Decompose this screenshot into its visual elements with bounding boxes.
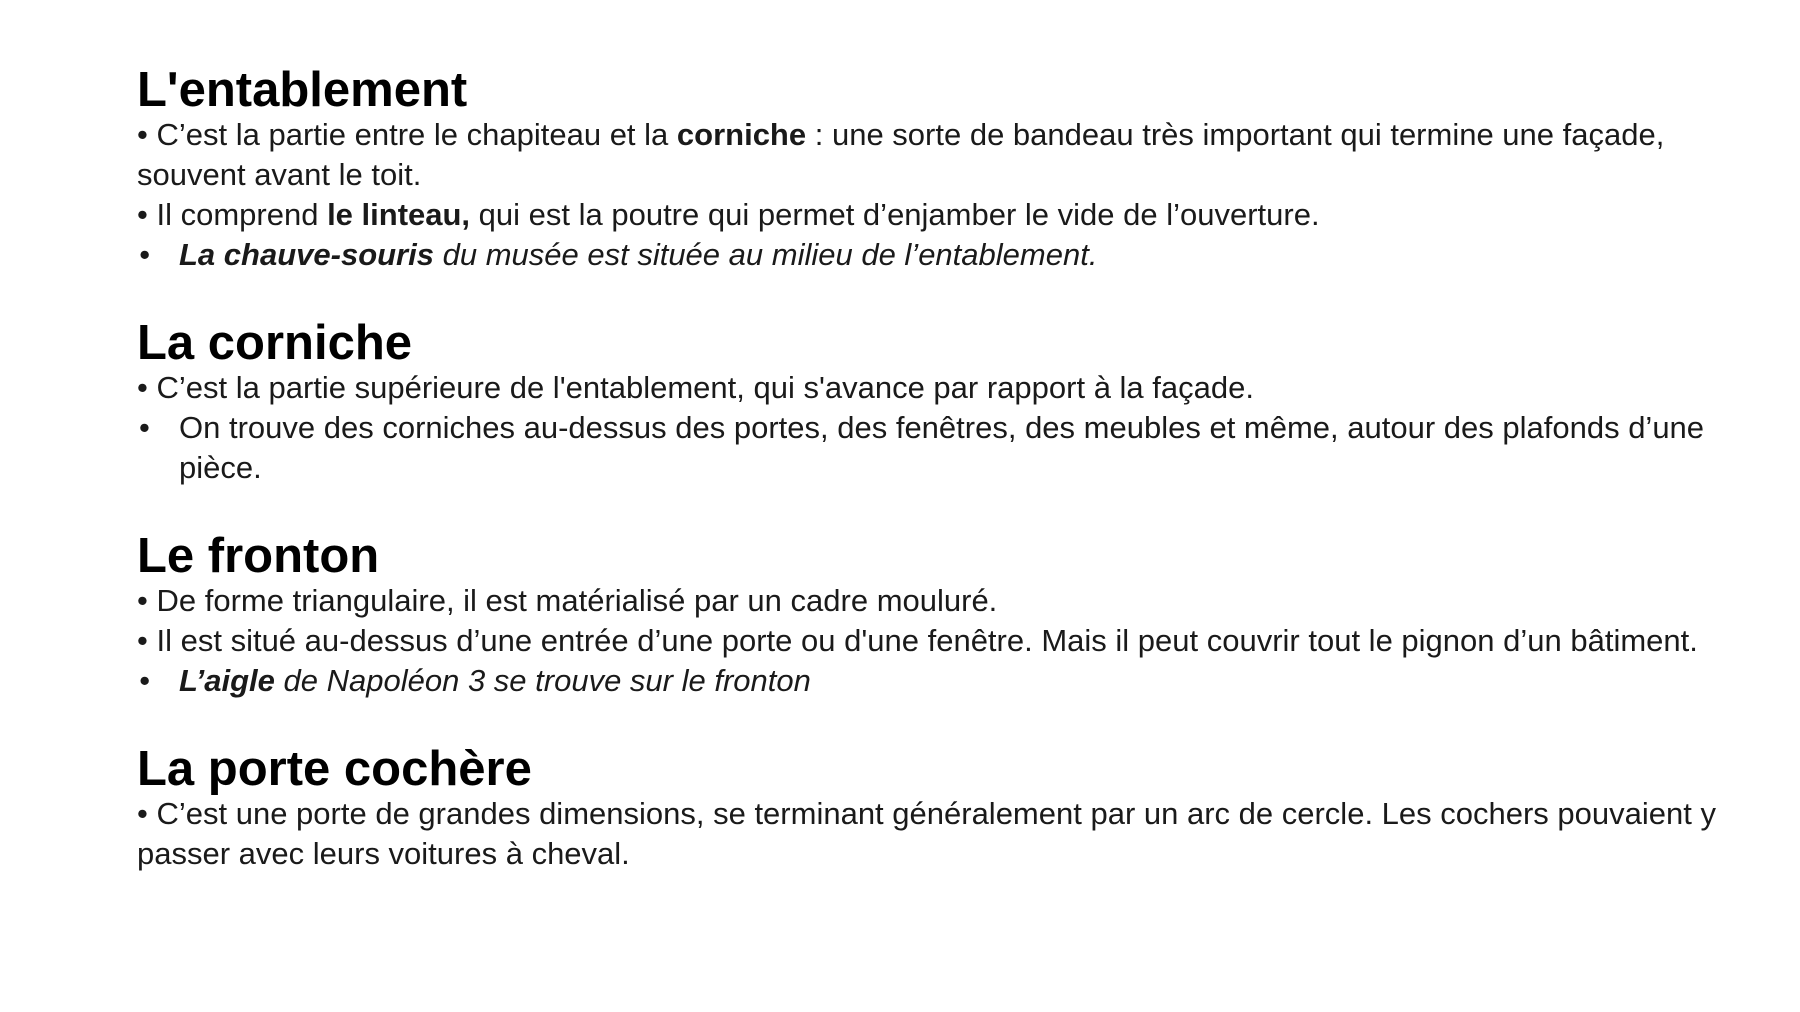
section-title: La porte cochère	[137, 742, 532, 796]
bold-term: La chauve-souris	[179, 237, 434, 272]
paragraph-text: De forme triangulaire, il est matérialisé par un cadre mouluré.	[156, 583, 998, 618]
bullet-icon: •	[137, 796, 148, 831]
section-corniche	[137, 315, 1760, 488]
bold-term: L’aigle	[179, 663, 275, 698]
bullet-icon: •	[139, 237, 150, 272]
bullet-paragraph	[137, 195, 1760, 235]
bullet-icon: •	[137, 583, 148, 618]
bullet-icon: •	[137, 370, 148, 405]
section-title: Le fronton	[137, 529, 380, 583]
paragraph-text: qui est la poutre qui permet d’enjamber le vide de l’ouverture.	[470, 197, 1320, 232]
bold-term: le linteau,	[327, 197, 471, 232]
paragraph-text: C’est une porte de grandes dimensions, se terminant généralement par un arc de cercle. Les cochers pouvaient y passer avec leurs voitures à cheval.	[137, 796, 1716, 871]
paragraph-text: C’est la partie supérieure de l'entablement, qui s'avance par rapport à la façade.	[156, 370, 1254, 405]
paragraph-text: C’est la partie entre le chapiteau et la	[156, 117, 677, 152]
bullet-paragraph	[137, 621, 1760, 661]
bullet-paragraph	[137, 661, 1760, 701]
paragraph-text: de Napoléon 3 se trouve sur le fronton	[274, 663, 811, 698]
bullet-paragraph	[137, 408, 1760, 488]
bullet-paragraph	[137, 368, 1760, 408]
paragraph-text: : une sorte de bandeau très important qui termine une façade, souvent avant le toit.	[137, 117, 1665, 192]
bullet-icon: •	[139, 410, 150, 445]
paragraph-text: Il comprend	[156, 197, 328, 232]
bullet-icon: •	[137, 197, 148, 232]
bullet-paragraph	[137, 115, 1760, 195]
bullet-paragraph	[137, 581, 1760, 621]
section-porte-cochere	[137, 741, 1760, 874]
bullet-icon: •	[137, 623, 148, 658]
bold-term: corniche	[676, 117, 807, 152]
section-title: La corniche	[137, 316, 413, 370]
paragraph-text: du musée est située au milieu de l’entablement.	[433, 237, 1098, 272]
bullet-icon: •	[137, 117, 148, 152]
paragraph-text: Il est situé au-dessus d’une entrée d’une porte ou d'une fenêtre. Mais il peut couvrir tout le pignon d’un bâtiment.	[156, 623, 1698, 658]
section-fronton	[137, 528, 1760, 701]
section-title: L'entablement	[137, 63, 468, 117]
bullet-paragraph	[137, 794, 1760, 874]
section-entablement	[137, 62, 1760, 275]
paragraph-text: On trouve des corniches au-dessus des portes, des fenêtres, des meubles et même, autour des plafonds d’une pièce.	[179, 410, 1705, 485]
bullet-icon: •	[139, 663, 150, 698]
bullet-paragraph	[137, 235, 1760, 275]
